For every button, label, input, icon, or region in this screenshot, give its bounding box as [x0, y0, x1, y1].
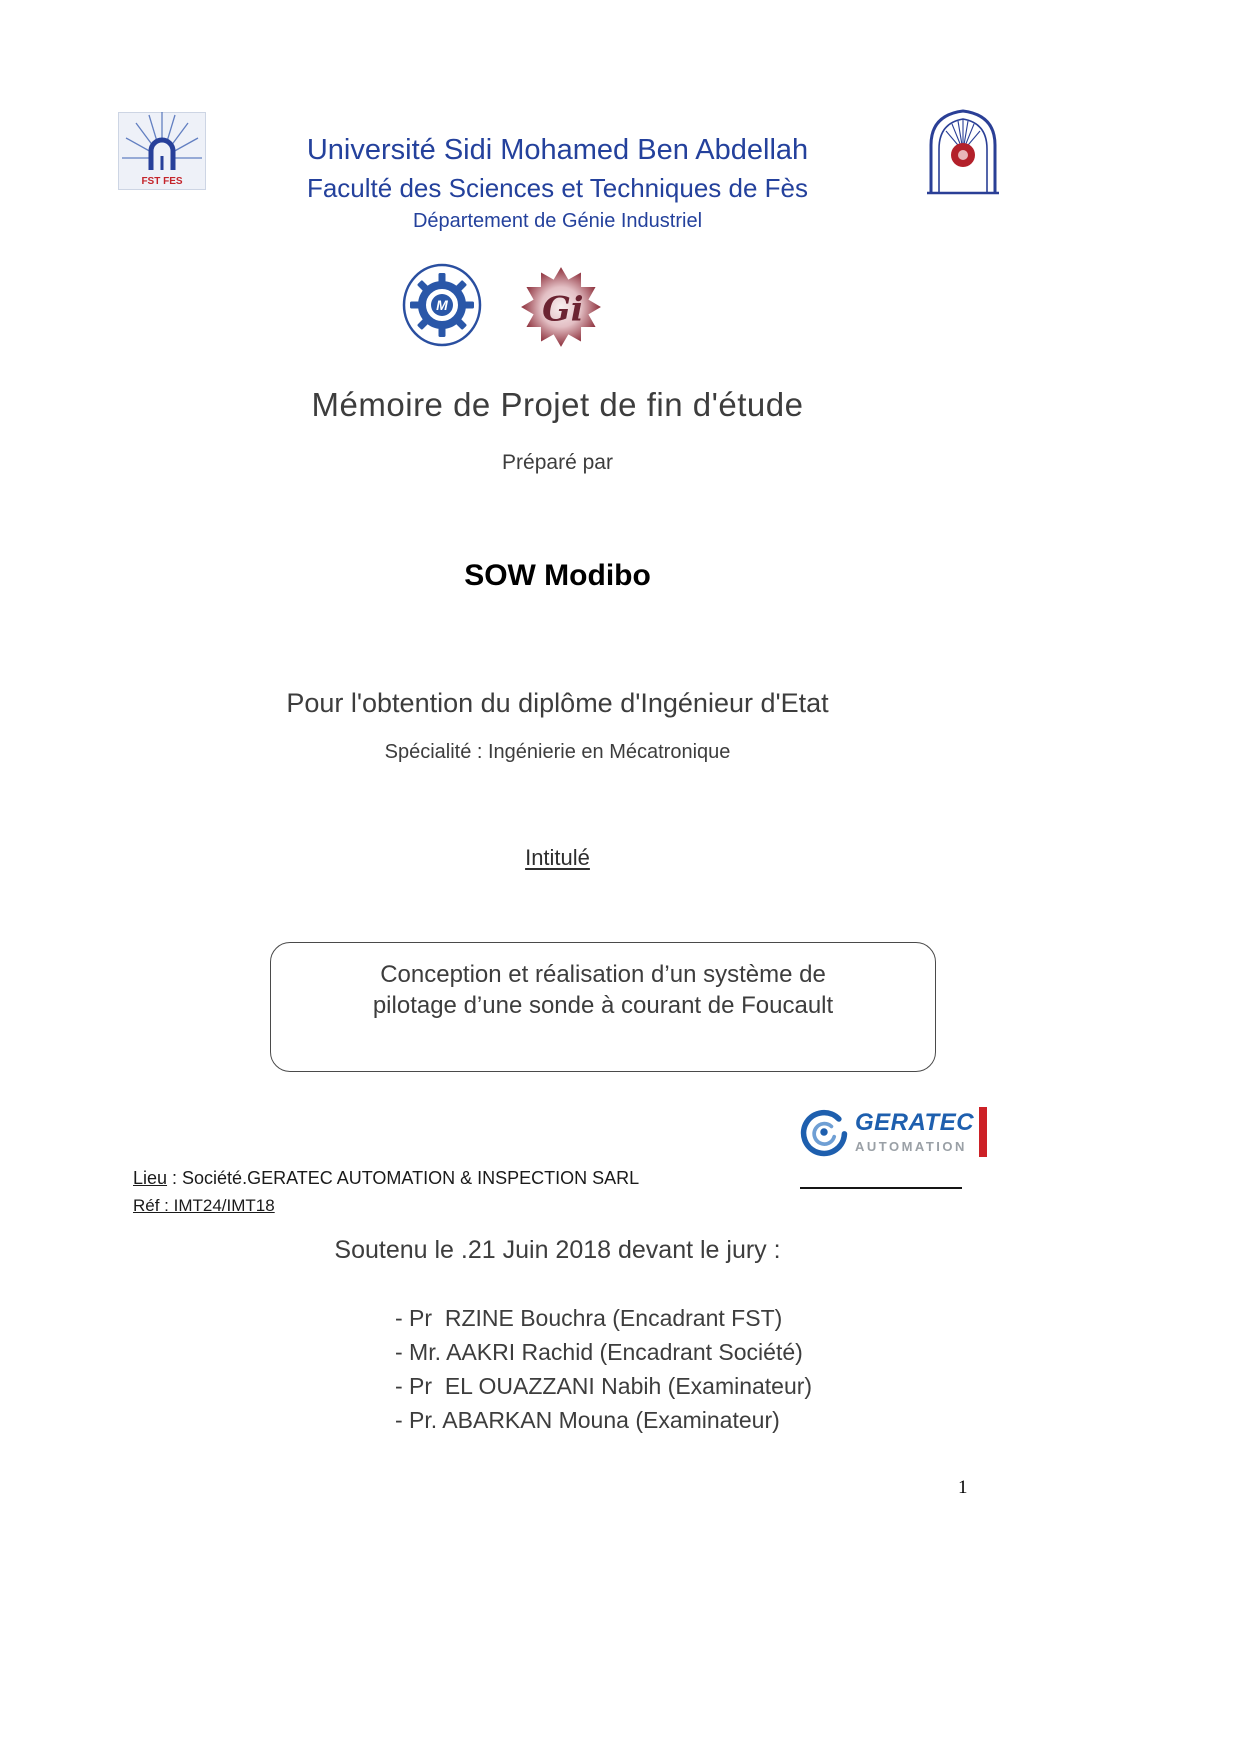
memoir-title: Mémoire de Projet de fin d'étude [311, 386, 804, 423]
lieu-line [133, 1168, 639, 1189]
jury-member: - Mr. AAKRI Rachid (Encadrant Société) [395, 1339, 803, 1365]
defense-line: Soutenu le .21 Juin 2018 devant le jury : [334, 1236, 781, 1264]
intitule-label: Intitulé [525, 845, 590, 870]
prepared-by-label: Préparé par [502, 451, 613, 474]
lieu-value: : Société.GERATEC AUTOMATION & INSPECTION SARL [167, 1168, 640, 1188]
geratec-swirl-icon [798, 1106, 850, 1158]
jury-member: - Pr RZINE Bouchra (Encadrant FST) [395, 1305, 783, 1331]
geratec-underline [800, 1187, 962, 1189]
gi-department-logo [519, 265, 603, 349]
jury-member: - Pr. ABARKAN Mouna (Examinateur) [395, 1407, 780, 1433]
geratec-logo [798, 1106, 987, 1158]
degree-line: Pour l'obtention du diplôme d'Ingénieur d'Etat [286, 688, 829, 718]
geratec-name: GERATEC [855, 1109, 975, 1137]
gi-letters: Gi [542, 288, 584, 329]
department-name: Département de Génie Industriel [412, 209, 703, 232]
lieu-label: Lieu [133, 1168, 168, 1188]
geratec-red-bar [979, 1107, 987, 1157]
institution-header [125, 133, 990, 233]
jury-member: - Pr EL OUAZZANI Nabih (Examinateur) [395, 1373, 813, 1399]
specialty-line: Spécialité : Ingénierie en Mécatronique [384, 741, 731, 763]
project-title-box [270, 942, 936, 1072]
author-name: SOW Modibo [464, 559, 651, 592]
page-number: 1 [958, 1477, 968, 1498]
project-title-line1: Conception et réalisation d’un système de [380, 961, 826, 988]
mechatronics-gear-logo [402, 263, 482, 347]
university-name: Université Sidi Mohamed Ben Abdellah [306, 134, 809, 166]
fst-caption: FST FES [141, 176, 183, 187]
ref-line: Réf : IMT24/IMT18 [133, 1196, 275, 1215]
geratec-subtitle: AUTOMATION [855, 1138, 967, 1154]
jury-list [395, 1301, 812, 1437]
project-title-line2: pilotage d’une sonde à courant de Foucault [372, 992, 834, 1019]
faculty-name: Faculté des Sciences et Techniques de Fès [306, 172, 809, 203]
gear-letter: M [436, 297, 448, 313]
